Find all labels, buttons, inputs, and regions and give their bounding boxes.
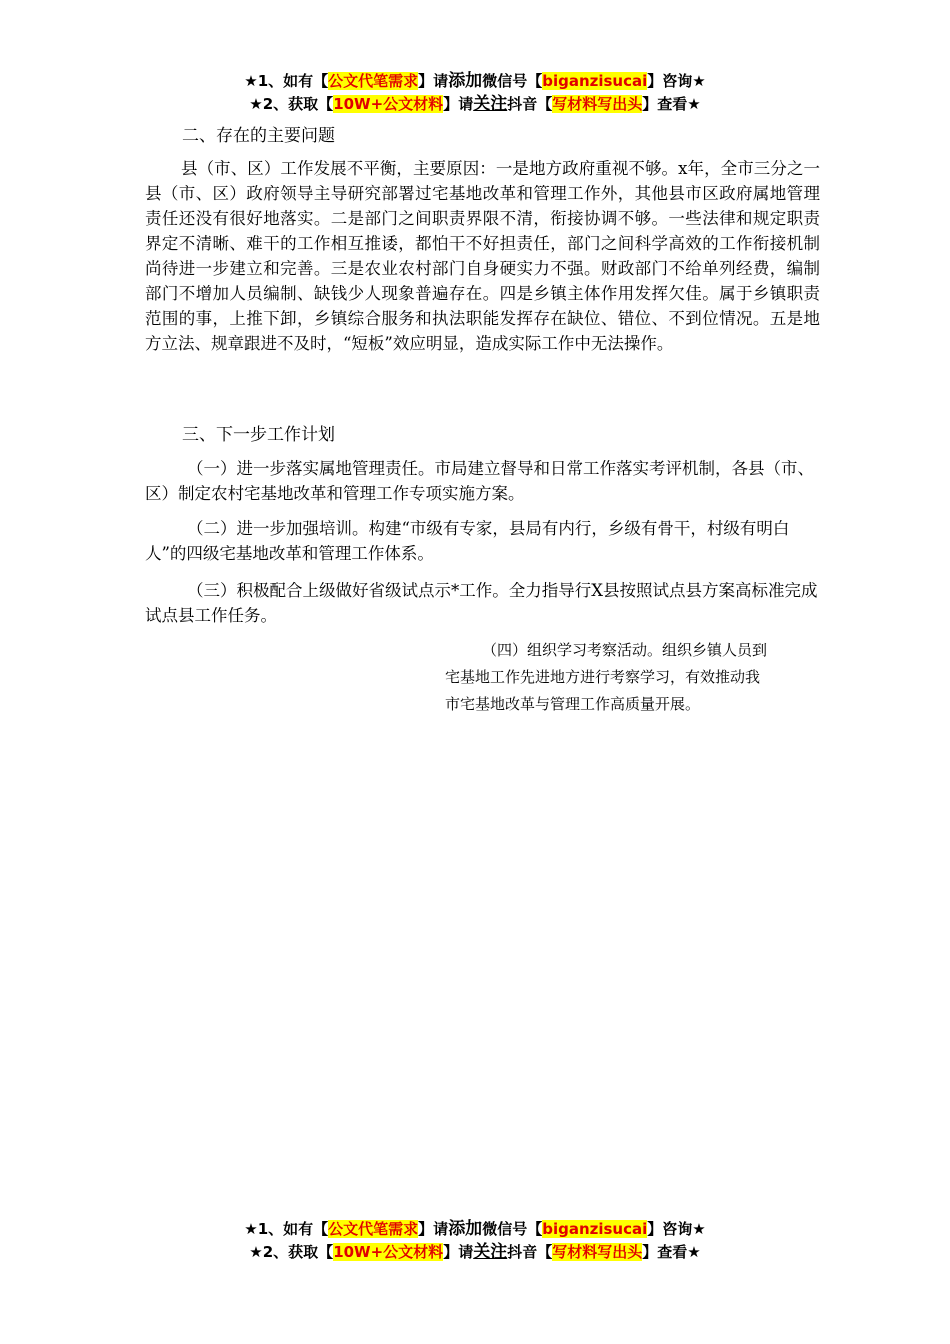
banner-highlight: 公文代笔需求 bbox=[328, 72, 419, 90]
banner-text: 】查看★ bbox=[642, 1243, 701, 1261]
plan-item-2 bbox=[145, 516, 820, 566]
problems-paragraph bbox=[145, 156, 820, 356]
banner-text: 抖音【 bbox=[507, 1243, 553, 1261]
banner-highlight: 公文代笔需求 bbox=[328, 1220, 419, 1238]
banner-emphasis: 添加 bbox=[448, 71, 483, 91]
banner-highlight: 写材料写出头 bbox=[552, 1243, 643, 1261]
banner-highlight: 10W+公文材料 bbox=[333, 1243, 444, 1261]
banner-text: 】请 bbox=[418, 1220, 449, 1238]
plan-item-3 bbox=[145, 578, 820, 628]
plan-item-text: （三）积极配合上级做好省级试点示*工作。全力指导行X县按照试点县方案高标准完成试点县工作任务。 bbox=[145, 581, 818, 625]
banner-text: ★2、获取【 bbox=[249, 1243, 334, 1261]
section-heading-plan: 三、下一步工作计划 bbox=[182, 425, 335, 445]
banner-text: 抖音【 bbox=[507, 95, 553, 113]
banner-text: 】请 bbox=[418, 72, 449, 90]
banner-emphasis: 添加 bbox=[448, 1219, 483, 1239]
section-heading-problems: 二、存在的主要问题 bbox=[182, 126, 335, 146]
banner-emphasis: 关注 bbox=[473, 94, 508, 114]
banner-line-2 bbox=[0, 93, 950, 116]
banner-line-1 bbox=[0, 1218, 950, 1241]
banner-text: 】咨询★ bbox=[647, 72, 706, 90]
banner-text: 】查看★ bbox=[642, 95, 701, 113]
banner-text: 微信号【 bbox=[482, 1220, 543, 1238]
plan-item-text: （一）进一步落实属地管理责任。市局建立督导和日常工作落实考评机制，各县（市、区）制定农村宅基地改革和管理工作专项实施方案。 bbox=[145, 459, 814, 503]
header-banner bbox=[0, 70, 950, 116]
banner-text: ★2、获取【 bbox=[249, 95, 334, 113]
banner-highlight: biganzisucai bbox=[542, 1220, 648, 1238]
plan-item-text: （二）进一步加强培训。构建“市级有专家，县局有内行，乡级有骨干，村级有明白人”的四级宅基地改革和管理工作体系。 bbox=[145, 519, 790, 563]
banner-highlight: biganzisucai bbox=[542, 72, 648, 90]
banner-text: ★1、如有【 bbox=[244, 1220, 329, 1238]
plan-item-4-line: （四）组织学习考察活动。组织乡镇人员到 bbox=[482, 641, 768, 659]
plan-item-4 bbox=[445, 637, 825, 718]
plan-item-4-line: 宅基地工作先进地方进行考察学习，有效推动我 bbox=[445, 668, 761, 686]
banner-text: 】咨询★ bbox=[647, 1220, 706, 1238]
banner-text: 】请 bbox=[443, 95, 474, 113]
plan-item-1 bbox=[145, 456, 820, 506]
banner-text: 】请 bbox=[443, 1243, 474, 1261]
footer-banner bbox=[0, 1218, 950, 1264]
banner-highlight: 写材料写出头 bbox=[552, 95, 643, 113]
paragraph-text: 县（市、区）工作发展不平衡，主要原因：一是地方政府重视不够。x年，全市三分之一县（市、区）政府领导主导研究部署过宅基地改革和管理工作外，其他县市区政府属地管理责任还没有很好地落实。二是部门之间职责界限不清，衔接协调不够。一些法律和规定职责界定不清晰、难干的工作相互推诿，都怕干不好担责任，部门之间科学高效的工作衔接机制尚待进一步建立和完善。三是农业农村部门自身硬实力不强。财政部门不给单列经费，编制部门不增加人员编制、缺钱少人现象普遍存在。四是乡镇主体作用发挥欠佳。属于乡镇职责范围的事，上推下卸，乡镇综合服务和执法职能发挥存在缺位、错位、不到位情况。五是地方立法、规章跟进不及时，“短板”效应明显，造成实际工作中无法操作。 bbox=[145, 159, 820, 353]
banner-text: ★1、如有【 bbox=[244, 72, 329, 90]
banner-line-1 bbox=[0, 70, 950, 93]
banner-line-2 bbox=[0, 1241, 950, 1264]
banner-highlight: 10W+公文材料 bbox=[333, 95, 444, 113]
banner-emphasis: 关注 bbox=[473, 1242, 508, 1262]
plan-item-4-line: 市宅基地改革与管理工作高质量开展。 bbox=[445, 695, 701, 713]
banner-text: 微信号【 bbox=[482, 72, 543, 90]
